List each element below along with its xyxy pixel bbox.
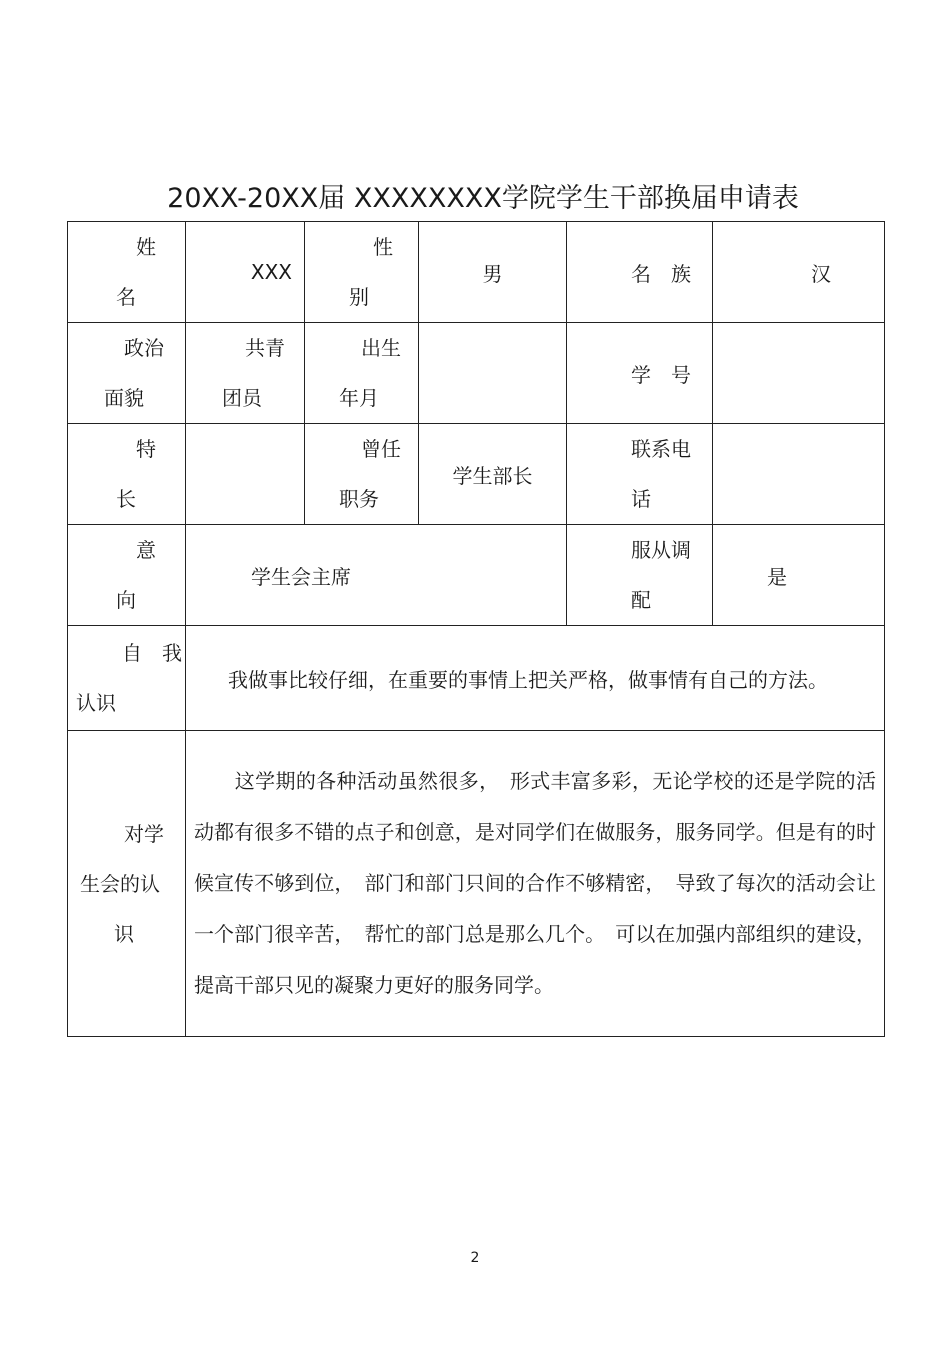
self-value: 我做事比较仔细，在重要的事情上把关严格，做事情有自己的方法。 (186, 626, 885, 731)
phone-label: 联系电 话 (567, 424, 713, 525)
intention-label: 意 向 (68, 525, 186, 626)
birth-value (419, 323, 567, 424)
row-political (68, 323, 885, 424)
former-position-label: 曾任 职务 (305, 424, 419, 525)
obey-value: 是 (713, 525, 885, 626)
row-intention (68, 525, 885, 626)
specialty-label: 特 长 (68, 424, 186, 525)
specialty-value (186, 424, 305, 525)
self-label: 自 我 认识 (68, 626, 186, 731)
name-label: 姓 名 (68, 222, 186, 323)
phone-value (713, 424, 885, 525)
gender-label: 性 别 (305, 222, 419, 323)
row-self-assessment (68, 626, 885, 731)
former-position-value: 学生部长 (419, 424, 567, 525)
row-basic-info (68, 222, 885, 323)
page-number: 2 (470, 1250, 480, 1266)
ethnicity-value: 汉 (713, 222, 885, 323)
birth-label: 出生 年月 (305, 323, 419, 424)
name-value: XXX (186, 222, 305, 323)
obey-label: 服从调 配 (567, 525, 713, 626)
union-label: 对学 生会的认 识 (68, 731, 186, 1037)
form-title: 20XX-20XX届 XXXXXXXX学院学生干部换届申请表 (167, 183, 799, 214)
row-specialty (68, 424, 885, 525)
ethnicity-label: 名 族 (567, 222, 713, 323)
application-form-table (67, 221, 885, 1037)
row-union-understanding (68, 731, 885, 1037)
political-label: 政治 面貌 (68, 323, 186, 424)
intention-value: 学生会主席 (186, 525, 567, 626)
political-value: 共青 团员 (186, 323, 305, 424)
gender-value: 男 (419, 222, 567, 323)
union-value: 这学期的各种活动虽然很多， 形式丰富多彩，无论学校的还是学院的活动都有很多不错的点子和创意，是对同学们在做服务，服务同学。但是有的时候宣传不够到位， 部门和部门只间的合作不够精密， 导致了每次的活动会让一个部门很辛苦， 帮忙的部门总是那么几个。 可以在加强内部组织的建设，提高干部只见的凝聚力更好的服务同学。 (186, 731, 885, 1037)
student-id-label: 学 号 (567, 323, 713, 424)
student-id-value (713, 323, 885, 424)
